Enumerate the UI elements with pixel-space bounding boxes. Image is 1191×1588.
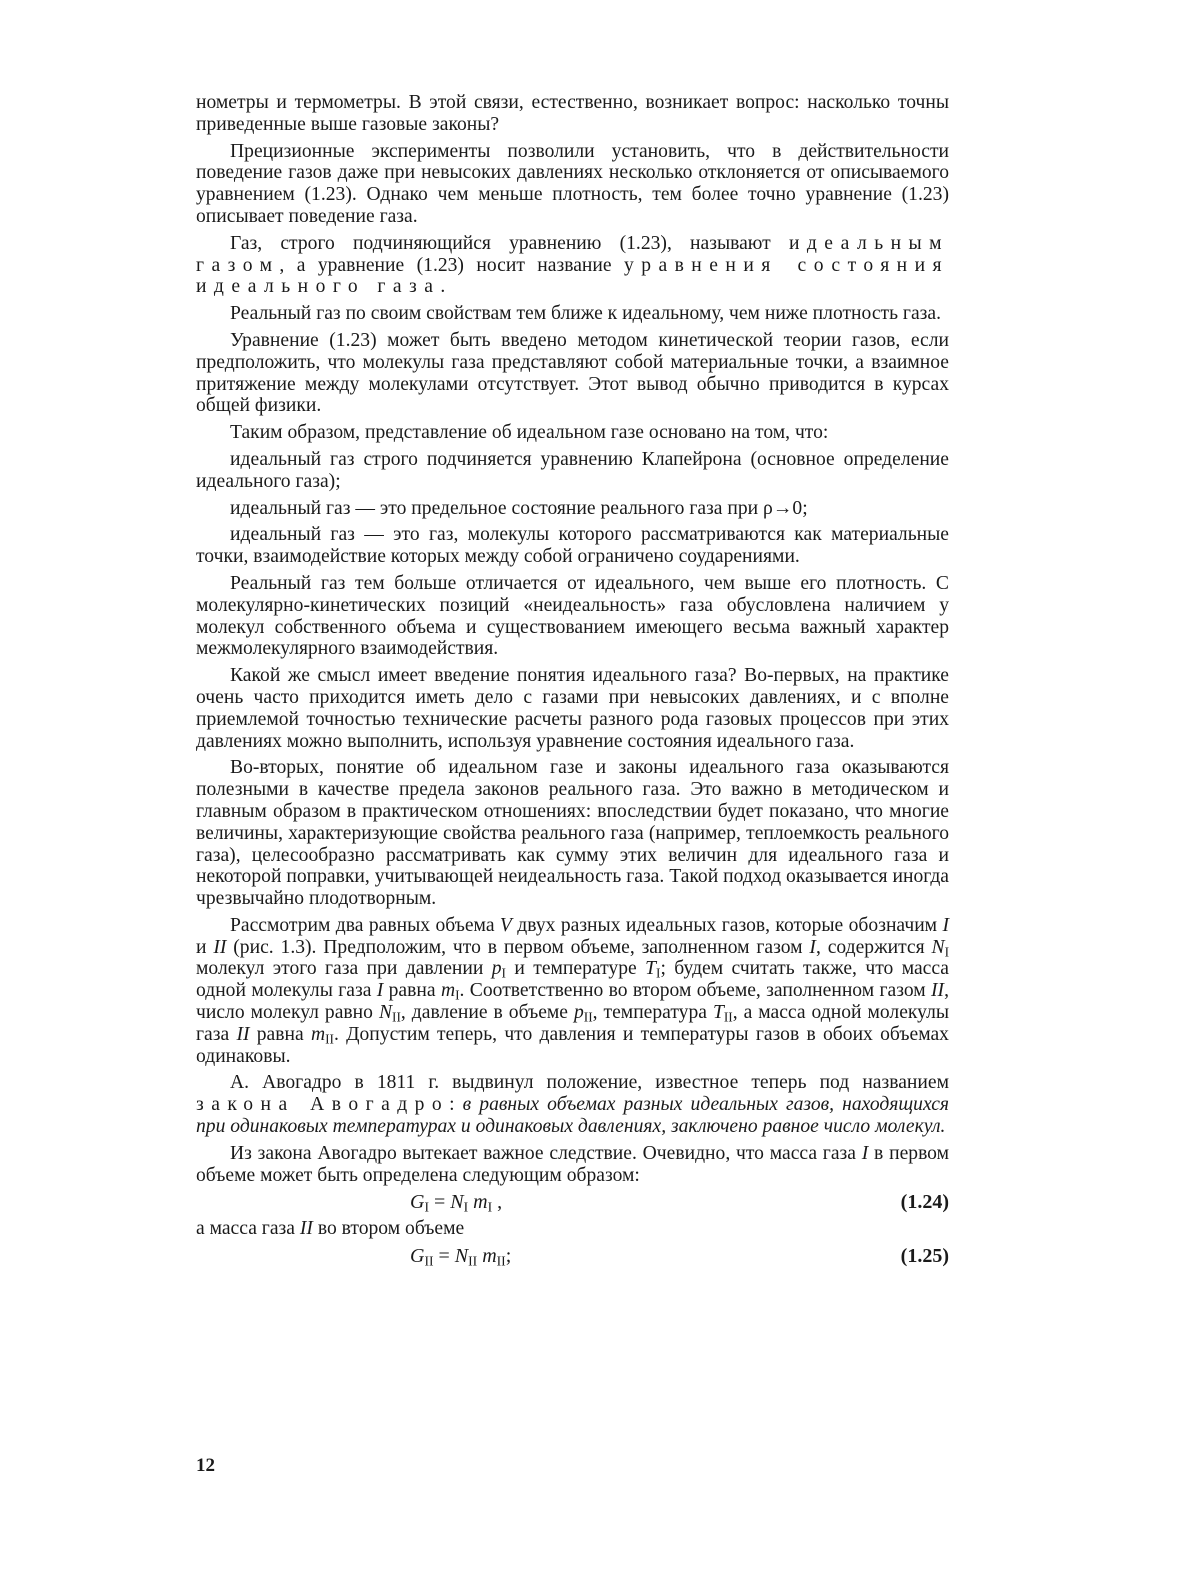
symbol-G: G — [410, 1245, 425, 1268]
symbol-N: N — [454, 1245, 469, 1268]
text: А. Авогадро в 1811 г. выдвинул положение, известное теперь под названием — [230, 1072, 949, 1094]
term-avogadro-law: закона Авогадро — [196, 1094, 450, 1116]
list-item: идеальный газ — это предельное состояние реального газа при ρ→0; — [230, 497, 808, 519]
text: , содержится — [815, 936, 932, 958]
symbol-II: II — [299, 1218, 313, 1240]
text: , давление в объеме — [400, 1002, 574, 1024]
subscript: I — [455, 987, 460, 1003]
symbol-T: T — [712, 1002, 724, 1024]
symbol-I: I — [942, 914, 950, 936]
text: Из закона Авогадро вытекает важное следствие. Очевидно, что масса газа — [230, 1142, 862, 1164]
punctuation: , — [492, 1191, 503, 1214]
symbol-N: N — [931, 936, 945, 958]
term-equation-of-state: уравнения состояния идеального газа — [196, 254, 949, 298]
text: . — [440, 276, 446, 298]
text: равна — [249, 1023, 311, 1045]
equation-formula — [410, 1246, 511, 1268]
text: : — [449, 1094, 463, 1116]
text: , а масса одной молекулы газа — [196, 1002, 950, 1045]
equals-sign: = — [428, 1191, 451, 1214]
symbol-II: II — [236, 1023, 250, 1045]
paragraph-consequence — [196, 1143, 949, 1187]
text: молекул этого газа при давлении — [196, 958, 492, 980]
symbol-II: II — [931, 980, 945, 1002]
subscript: II — [583, 1009, 593, 1025]
paragraph: Во-вторых, понятие об идеальном газе и законы идеального газа оказываются полезными в качестве предела законов реального газа. Это важно в методическом и главным образом в практическом отношениях: впоследствии будет показано, что многие величины, характеризующие свойства реального газа (например, теплоемкость реального газа), целесообразно рассматривать как сумму этих величин для идеального газа и некоторой поправки, учитывающей неидеальность газа. Такой подход оказывается иногда чрезвычайно плодотворным. — [196, 757, 949, 910]
subscript: II — [325, 1031, 334, 1047]
symbol-I: I — [861, 1142, 869, 1164]
subscript: II — [468, 1253, 478, 1269]
symbol-T: T — [645, 958, 656, 980]
subscript: I — [656, 965, 661, 981]
text: во втором объеме — [312, 1218, 465, 1240]
text: Газ, строго подчиняющийся уравнению (1.23), называют — [230, 232, 789, 254]
list-item: идеальный газ строго подчиняется уравнению Клапейрона (основное определение идеального газа); — [196, 448, 949, 492]
equation-number: (1.24) — [900, 1191, 949, 1214]
punctuation: ; — [505, 1245, 512, 1268]
symbol-G: G — [410, 1191, 425, 1214]
paragraph: Какой же смысл имеет введение понятия идеального газа? Во-первых, на практике очень часто приходится иметь дело с газами при невысоких давлениях, и с вполне приемлемой точностью технические расчеты разного рода газовых процессов при этих давлениях можно выполнить, используя уравнение состояния идеального газа. — [196, 665, 949, 752]
paragraph-between — [196, 1218, 949, 1240]
subscript: I — [944, 944, 950, 960]
paragraph: нометры и термометры. В этой связи, естественно, возникает вопрос: насколько точны приведенные выше газовые законы? — [196, 92, 949, 135]
text: , а уравнение (1.23) носит название — [279, 254, 624, 276]
page-number: 12 — [196, 1455, 215, 1476]
subscript: I — [487, 1199, 493, 1215]
subscript: II — [424, 1253, 434, 1269]
paragraph: Таким образом, представление об идеальном газе основано на том, что: — [230, 422, 829, 444]
symbol-I: I — [809, 936, 816, 958]
text: и температуре — [505, 958, 646, 980]
paragraph: Реальный газ по своим свойствам тем ближе к идеальному, чем ниже плотность газа. — [230, 303, 941, 325]
symbol-m: m — [473, 1191, 488, 1214]
text: равна — [383, 980, 441, 1002]
page-text — [196, 92, 949, 1272]
symbol-p: p — [491, 958, 502, 980]
subscript: II — [723, 1009, 733, 1025]
equation-1-25 — [196, 1242, 949, 1272]
paragraph-avogadro-law — [196, 1072, 949, 1137]
subscript: I — [501, 965, 506, 981]
law-statement: в равных объемах разных идеальных газов, находящихся при одинаковых температурах и одинаковых давлениях, заключено равное число молекул. — [196, 1094, 949, 1138]
paragraph-avogadro-setup — [196, 915, 949, 1068]
symbol-m: m — [482, 1245, 497, 1268]
symbol-V: V — [499, 914, 512, 936]
symbol-I: I — [376, 980, 384, 1002]
list-item: идеальный газ — это газ, молекулы которого рассматриваются как материальные точки, взаимодействие которых между собой ограничено соударениями. — [196, 524, 949, 568]
subscript: II — [496, 1253, 506, 1269]
subscript: I — [463, 1199, 469, 1215]
text: в первом объеме может быть определена следующим образом: — [196, 1142, 950, 1186]
symbol-N: N — [378, 1002, 393, 1024]
text: ; будем считать также, что масса одной молекулы газа — [196, 958, 949, 1002]
equals-sign: = — [433, 1245, 455, 1268]
paragraph: Реальный газ тем больше отличается от идеального, чем выше его плотность. С молекулярно-кинетических позиций «неидеальность» газа обусловлена наличием у молекул собственного объема и существованием имеющего весьма важный характер межмолекулярного взаимодействия. — [196, 572, 949, 660]
text: а масса газа — [196, 1218, 300, 1240]
symbol-p: p — [573, 1002, 584, 1024]
text: . Допустим теперь, что давления и температуры газов в обоих объемах одинаковы. — [196, 1023, 949, 1067]
text: и — [196, 936, 214, 958]
paragraph-ideal-gas-definition — [196, 233, 949, 298]
subscript: I — [424, 1199, 429, 1215]
text: (рис. 1.3). Предположим, что в первом объеме, заполненном газом — [226, 936, 810, 958]
subscript: II — [392, 1009, 401, 1025]
text: , температура — [592, 1002, 713, 1024]
paragraph: Прецизионные эксперименты позволили установить, что в действительности поведение газов даже при невысоких давлениях несколько отклоняется от описываемого уравнением (1.23). Однако чем меньше плотность, тем более точно уравнение (1.23) описывает поведение газа. — [196, 140, 949, 227]
symbol-II: II — [213, 936, 227, 958]
symbol-N: N — [450, 1191, 464, 1214]
text: Рассмотрим два равных объема — [230, 914, 500, 936]
paragraph: Уравнение (1.23) может быть введено методом кинетической теории газов, если предположить, что молекулы газа представляют собой материальные точки, а взаимное притяжение между молекулами отсутствует. Этот вывод обычно приводится в курсах общей физики. — [196, 329, 949, 417]
text: . Соответственно во втором объеме, заполненном газом — [459, 980, 932, 1002]
equation-1-24 — [196, 1188, 949, 1218]
text: двух разных идеальных газов, которые обозначим — [511, 914, 943, 936]
text: , число молекул равно — [196, 980, 949, 1024]
symbol-m: m — [440, 980, 456, 1002]
term-ideal-gas: идеальным газом — [196, 232, 949, 276]
equation-number: (1.25) — [900, 1245, 949, 1268]
equation-formula — [410, 1192, 502, 1214]
symbol-m: m — [310, 1023, 326, 1045]
